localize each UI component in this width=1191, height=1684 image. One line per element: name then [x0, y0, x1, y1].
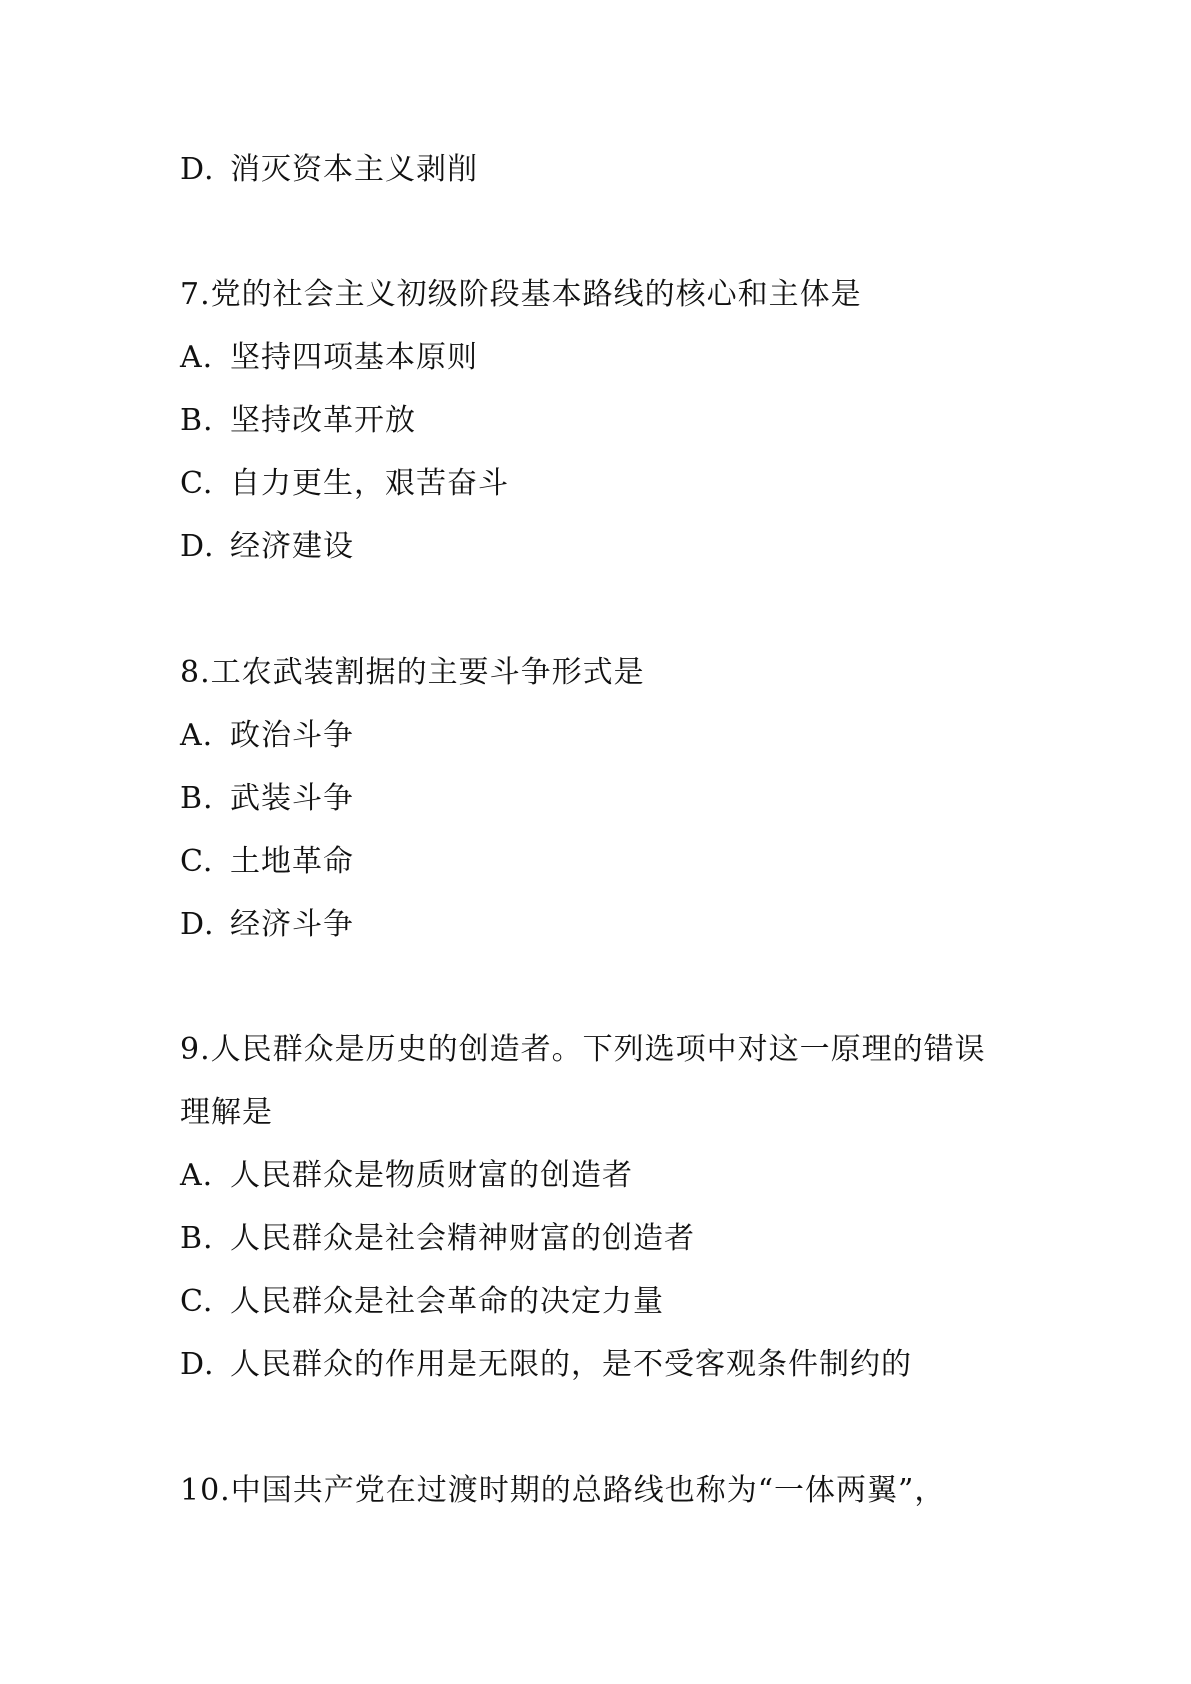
- question-number: 9.: [180, 1032, 211, 1067]
- option-text: 土地革命: [230, 844, 354, 879]
- question-9-stem: [180, 1030, 986, 1070]
- option-text: 人民群众是物质财富的创造者: [230, 1158, 633, 1193]
- option-text: 政治斗争: [230, 718, 354, 753]
- option-letter: A.: [180, 718, 214, 753]
- question-8-option-b: [180, 779, 354, 819]
- option-letter: C.: [180, 844, 214, 879]
- question-8-option-d: [180, 905, 354, 945]
- question-number: 10.: [180, 1473, 231, 1508]
- question-number: 8.: [180, 655, 211, 690]
- option-letter: A.: [180, 1158, 214, 1193]
- option-letter: B.: [180, 1221, 214, 1256]
- option-prev-d: [180, 150, 478, 190]
- question-number: 7.: [180, 277, 211, 312]
- option-text: 人民群众是社会精神财富的创造者: [230, 1221, 695, 1256]
- option-letter: C.: [180, 1284, 214, 1319]
- option-letter: D.: [180, 152, 215, 187]
- option-text: 经济建设: [230, 529, 354, 564]
- question-7-stem: [180, 275, 862, 315]
- option-text: 人民群众是社会革命的决定力量: [230, 1284, 664, 1319]
- question-9-option-d: [180, 1345, 912, 1385]
- option-letter: A.: [180, 340, 214, 375]
- option-text: 自力更生，艰苦奋斗: [230, 466, 509, 501]
- question-8-option-a: [180, 716, 354, 756]
- question-7-option-d: [180, 527, 354, 567]
- question-text: 人民群众是历史的创造者。下列选项中对这一原理的错误: [210, 1032, 986, 1067]
- option-text: 人民群众的作用是无限的，是不受客观条件制约的: [230, 1347, 912, 1382]
- question-9-option-a: [180, 1156, 633, 1196]
- question-text-continued: 理解是: [180, 1095, 273, 1130]
- option-text: 坚持改革开放: [230, 403, 416, 438]
- question-8-stem: [180, 653, 645, 693]
- option-text: 经济斗争: [230, 907, 354, 942]
- question-10-stem: [180, 1471, 945, 1511]
- question-8-option-c: [180, 842, 354, 882]
- option-letter: D.: [180, 907, 215, 942]
- question-text: 工农武装割据的主要斗争形式是: [210, 655, 645, 690]
- option-letter: B.: [180, 403, 214, 438]
- option-text: 消灭资本主义剥削: [230, 152, 478, 187]
- option-letter: C.: [180, 466, 214, 501]
- question-7-option-a: [180, 338, 478, 378]
- option-letter: B.: [180, 781, 214, 816]
- question-text: 党的社会主义初级阶段基本路线的核心和主体是: [210, 277, 862, 312]
- question-9-option-b: [180, 1219, 695, 1259]
- question-7-option-c: [180, 464, 509, 504]
- option-text: 武装斗争: [230, 781, 354, 816]
- question-7-option-b: [180, 401, 416, 441]
- option-letter: D.: [180, 1347, 215, 1382]
- question-9-stem-continued: [180, 1093, 273, 1133]
- question-9-option-c: [180, 1282, 664, 1322]
- option-text: 坚持四项基本原则: [230, 340, 478, 375]
- question-text: 中国共产党在过渡时期的总路线也称为“一体两翼”，: [230, 1473, 946, 1508]
- option-letter: D.: [180, 529, 215, 564]
